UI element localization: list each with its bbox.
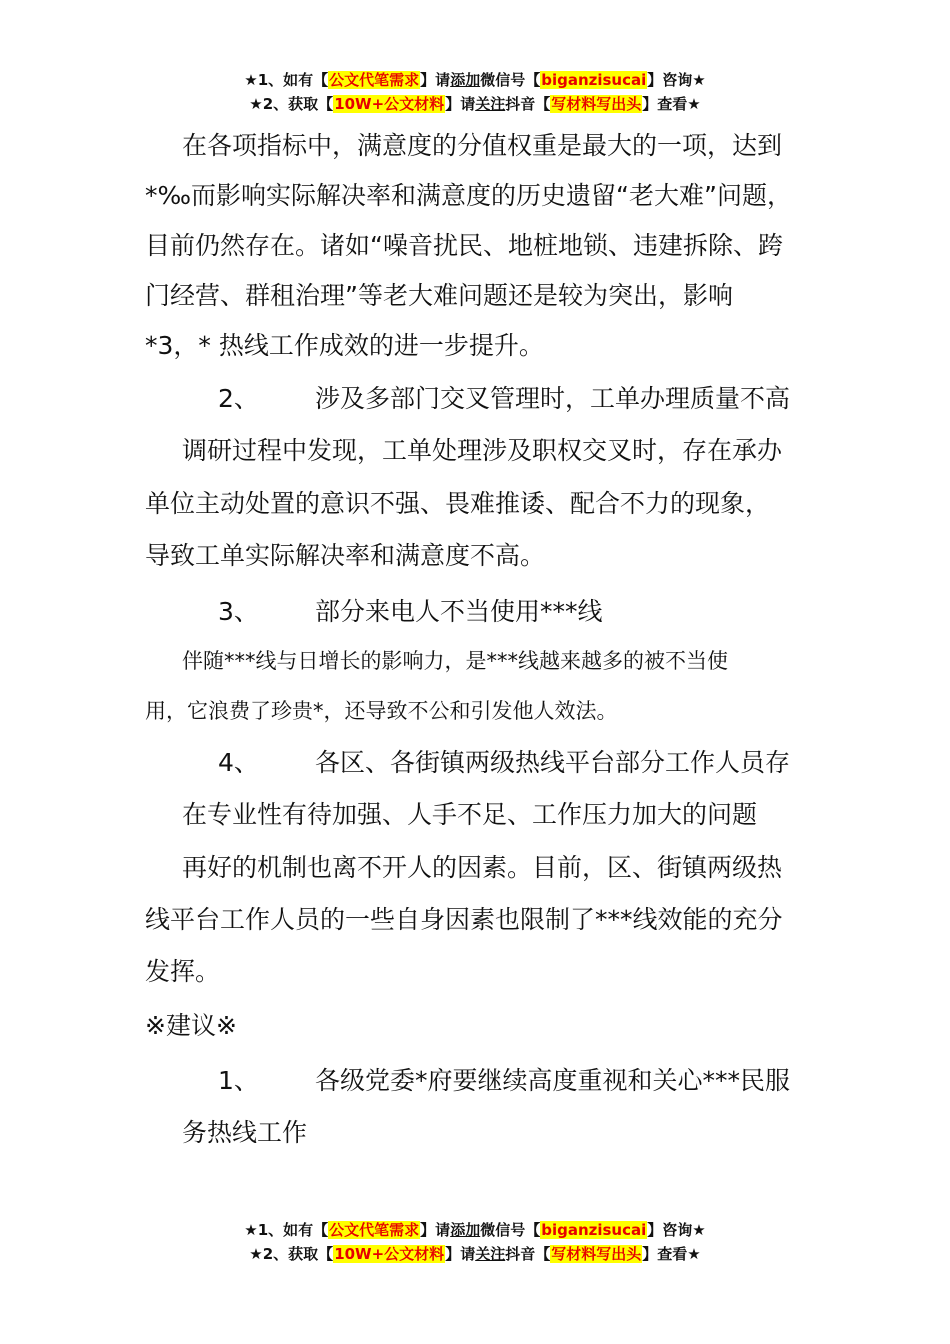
banner-text: 】查看★ <box>642 95 701 113</box>
ad-banner-bottom <box>0 1218 950 1266</box>
heading-number: 4、 <box>218 748 259 777</box>
heading-number: 1、 <box>218 1066 259 1095</box>
paragraph-line: *‰而影响实际解决率和满意度的历史遗留“老大难”问题， <box>145 181 792 210</box>
banner-text: 】请 <box>420 1221 451 1239</box>
banner-highlight: 10W+公文材料 <box>334 95 445 113</box>
banner-highlight: 10W+公文材料 <box>334 1245 445 1263</box>
paragraph-line: 调研过程中发现，工单处理涉及职权交叉时，存在承办 <box>182 436 783 465</box>
banner-text: 】咨询★ <box>647 1221 706 1239</box>
heading-number: 2、 <box>218 384 259 413</box>
banner-highlight: 写材料写出头 <box>551 1245 642 1263</box>
heading-text: 各级党委*府要继续高度重视和关心***民服 <box>315 1066 791 1095</box>
banner-underlined: 关注 <box>475 1245 506 1263</box>
heading-text: 各区、各街镇两级热线平台部分工作人员存 <box>315 748 791 777</box>
banner-line-1 <box>0 68 950 92</box>
section-title: ※建议※ <box>145 1011 237 1040</box>
heading-text: 在专业性有待加强、人手不足、工作压力加大的问题 <box>182 800 758 829</box>
banner-highlight: biganzisucai <box>541 1221 647 1239</box>
banner-text: 微信号【 <box>480 71 541 89</box>
banner-text: 】请 <box>445 95 476 113</box>
paragraph-line: 用，它浪费了珍贵*，还导致不公和引发他人效法。 <box>145 699 618 723</box>
banner-text: ★2、获取【 <box>249 95 334 113</box>
banner-text: 】请 <box>445 1245 476 1263</box>
banner-line-1 <box>0 1218 950 1242</box>
banner-highlight: 写材料写出头 <box>551 95 642 113</box>
banner-underlined: 添加 <box>450 71 481 89</box>
banner-line-2 <box>0 1242 950 1266</box>
banner-text: ★1、如有【 <box>244 71 329 89</box>
banner-underlined: 关注 <box>475 95 506 113</box>
heading-number: 3、 <box>218 597 259 626</box>
paragraph-line: 再好的机制也离不开人的因素。目前，区、街镇两级热 <box>182 853 783 882</box>
banner-text: 抖音【 <box>505 95 551 113</box>
banner-text: ★2、获取【 <box>249 1245 334 1263</box>
banner-underlined: 添加 <box>450 1221 481 1239</box>
paragraph-line: 在各项指标中，满意度的分值权重是最大的一项，达到 <box>182 131 783 160</box>
banner-text: 】咨询★ <box>647 71 706 89</box>
banner-line-2 <box>0 92 950 116</box>
banner-highlight: 公文代笔需求 <box>329 71 420 89</box>
heading-text: 部分来电人不当使用***线 <box>315 597 603 626</box>
paragraph-line: 导致工单实际解决率和满意度不高。 <box>145 541 546 570</box>
banner-text: 】查看★ <box>642 1245 701 1263</box>
banner-text: 】请 <box>420 71 451 89</box>
paragraph-line: 目前仍然存在。诸如“噪音扰民、地桩地锁、违建拆除、跨 <box>145 231 783 260</box>
heading-text: 务热线工作 <box>182 1118 308 1147</box>
ad-banner-top <box>0 68 950 116</box>
paragraph-line: 伴随***线与日增长的影响力，是***线越来越多的被不当使 <box>182 649 728 673</box>
paragraph-line: 门经营、群租治理”等老大难问题还是较为突出，影响 <box>145 281 733 310</box>
heading-text: 涉及多部门交叉管理时，工单办理质量不高 <box>315 384 791 413</box>
paragraph-line: 线平台工作人员的一些自身因素也限制了***线效能的充分 <box>145 905 783 934</box>
paragraph-line: *3，* 热线工作成效的进一步提升。 <box>145 331 544 360</box>
banner-highlight: biganzisucai <box>541 71 647 89</box>
banner-text: 微信号【 <box>480 1221 541 1239</box>
paragraph-line: 发挥。 <box>145 957 221 986</box>
banner-text: ★1、如有【 <box>244 1221 329 1239</box>
banner-highlight: 公文代笔需求 <box>329 1221 420 1239</box>
banner-text: 抖音【 <box>505 1245 551 1263</box>
paragraph-line: 单位主动处置的意识不强、畏难推诿、配合不力的现象， <box>145 489 771 518</box>
